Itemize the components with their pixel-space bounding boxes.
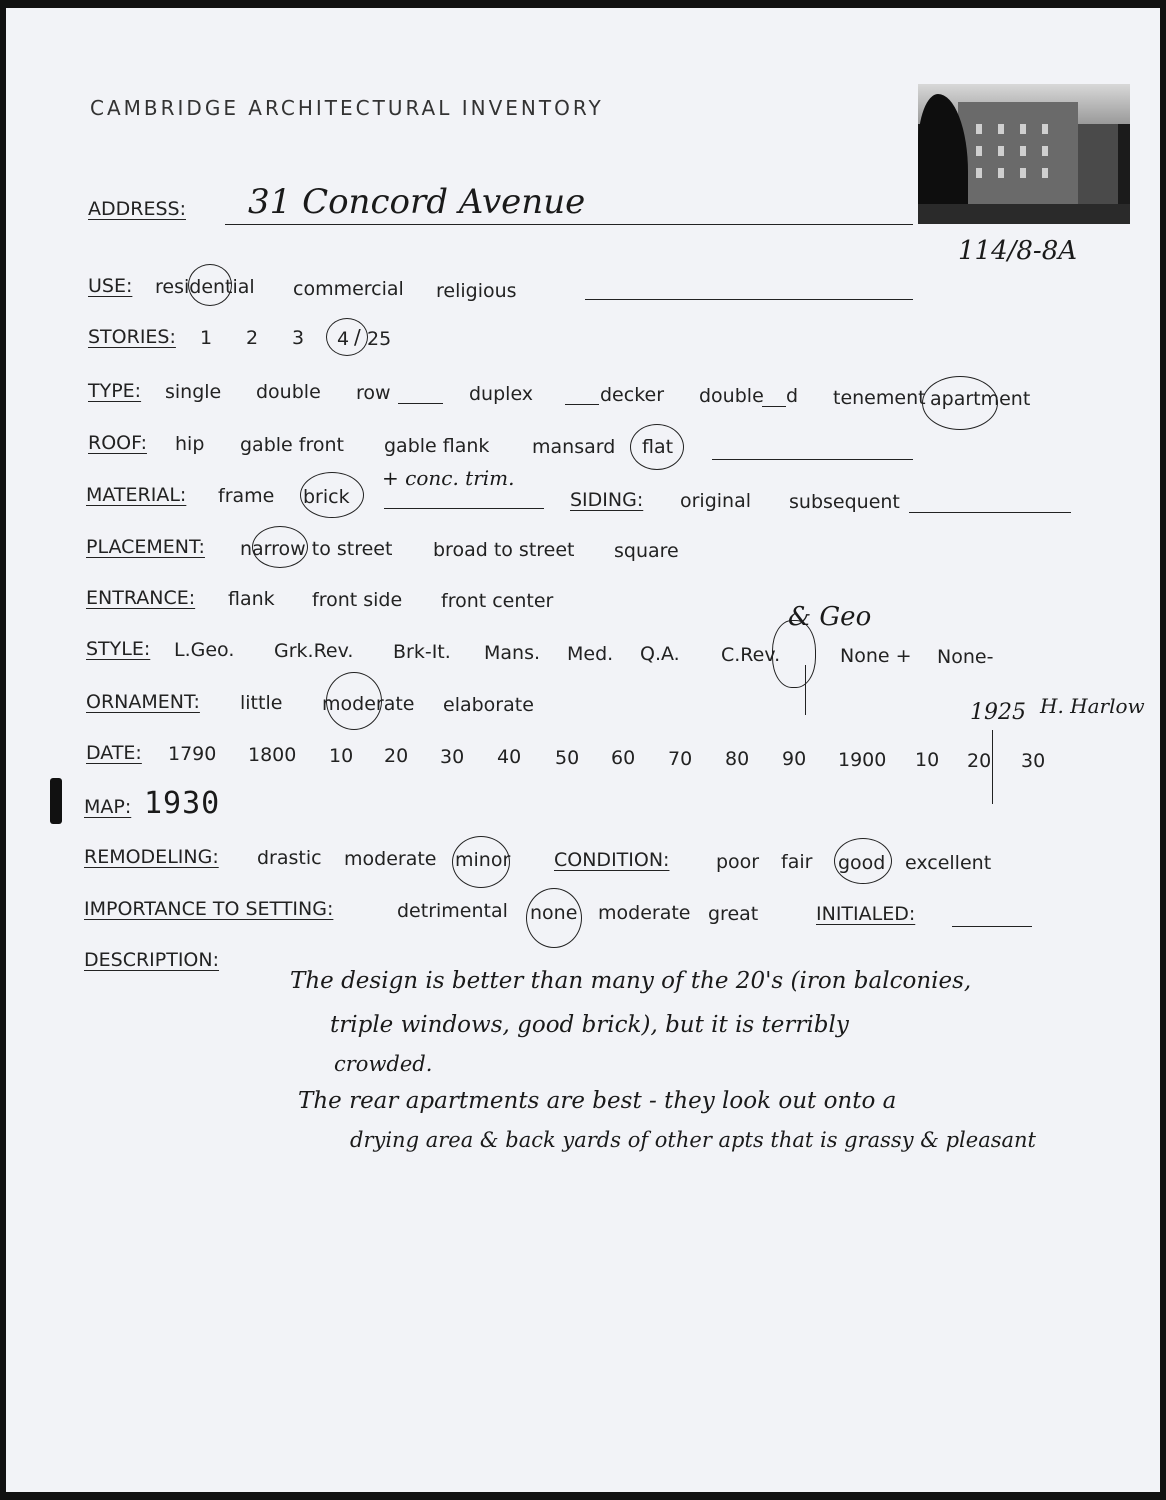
selection-circle xyxy=(252,526,308,568)
placement-option: broad to street xyxy=(433,539,575,561)
condition-label: CONDITION: xyxy=(554,849,670,871)
use-option: commercial xyxy=(293,278,404,300)
blank-line xyxy=(712,459,913,460)
type-option: tenement xyxy=(833,387,926,409)
date-option: 80 xyxy=(725,748,750,770)
selection-circle xyxy=(630,424,684,470)
roof-option: gable front xyxy=(240,434,344,456)
style-option: Brk-It. xyxy=(393,641,451,663)
selection-circle xyxy=(326,318,368,356)
scan-border-right xyxy=(1160,0,1166,1500)
pen-stroke xyxy=(805,665,806,715)
type-option: row xyxy=(356,382,391,404)
material-option: brick xyxy=(303,486,350,508)
date-option: 10 xyxy=(329,745,354,767)
placement-option: narrow to street xyxy=(240,538,393,560)
type-option: apartment xyxy=(930,388,1031,410)
blank-line xyxy=(762,406,786,407)
style-option: None- xyxy=(937,646,994,668)
material-note: + conc. trim. xyxy=(382,466,515,490)
ornament-option: elaborate xyxy=(443,694,534,716)
use-option: residential xyxy=(155,276,255,298)
placement-option: square xyxy=(614,540,679,562)
pen-stroke xyxy=(992,730,993,804)
style-option: Grk.Rev. xyxy=(274,640,354,662)
style-label: STYLE: xyxy=(86,638,151,660)
remodeling-option: drastic xyxy=(257,847,322,869)
date-note-architect: H. Harlow xyxy=(1040,694,1145,718)
roof-option: hip xyxy=(175,433,205,455)
date-label: DATE: xyxy=(86,742,142,764)
condition-option: good xyxy=(838,852,886,874)
remodeling-option: moderate xyxy=(344,848,437,870)
blank-line xyxy=(565,404,599,405)
map-value: 1930 xyxy=(144,786,221,821)
importance-label: IMPORTANCE TO SETTING: xyxy=(84,898,334,920)
ornament-label: ORNAMENT: xyxy=(86,691,200,713)
type-option: double xyxy=(256,381,321,403)
scan-border-left xyxy=(0,0,6,1500)
date-option: 1790 xyxy=(168,743,217,765)
selection-circle xyxy=(326,672,382,730)
description-line: triple windows, good brick), but it is terribly xyxy=(330,1012,849,1038)
building-photo-icon xyxy=(918,84,1130,224)
type-option: single xyxy=(165,381,222,403)
type-option: double xyxy=(699,385,764,407)
entrance-label: ENTRANCE: xyxy=(86,587,196,609)
initialed-label: INITIALED: xyxy=(816,903,916,925)
description-line: crowded. xyxy=(334,1052,433,1076)
roof-option: mansard xyxy=(532,436,616,458)
remodeling-label: REMODELING: xyxy=(84,846,219,868)
date-option: 1800 xyxy=(248,744,297,766)
map-label: MAP: xyxy=(84,796,132,818)
date-option: 1900 xyxy=(838,749,887,771)
material-option: frame xyxy=(218,485,275,507)
roof-label: ROOF: xyxy=(88,432,147,454)
date-option: 50 xyxy=(555,747,580,769)
style-option: C.Rev. xyxy=(721,644,781,666)
address-value: 31 Concord Avenue xyxy=(248,182,586,222)
address-line xyxy=(225,224,913,225)
selection-circle xyxy=(188,264,232,306)
date-option: 20 xyxy=(384,745,409,767)
entrance-option: flank xyxy=(228,588,275,610)
form-title: CAMBRIDGE ARCHITECTURAL INVENTORY xyxy=(90,96,604,120)
type-option: d xyxy=(786,385,799,407)
selection-circle xyxy=(922,376,998,430)
date-option: 60 xyxy=(611,747,636,769)
importance-option: moderate xyxy=(598,902,691,924)
importance-option: great xyxy=(708,903,759,925)
stories-slash: / xyxy=(354,325,361,349)
stories-option: 3 xyxy=(292,327,305,349)
description-label: DESCRIPTION: xyxy=(84,949,220,971)
style-option: Med. xyxy=(567,643,614,665)
selection-circle xyxy=(452,836,510,888)
address-label: ADDRESS: xyxy=(88,198,186,220)
roof-option: gable flank xyxy=(384,435,490,457)
stories-extra: 25 xyxy=(367,328,392,350)
condition-option: fair xyxy=(781,851,813,873)
material-label: MATERIAL: xyxy=(86,484,187,506)
stories-option: 4 xyxy=(337,328,350,350)
condition-option: excellent xyxy=(905,852,992,874)
importance-option: none xyxy=(530,902,578,924)
scan-mark xyxy=(50,778,62,824)
stories-label: STORIES: xyxy=(88,326,176,348)
remodeling-option: minor xyxy=(455,849,511,871)
placement-label: PLACEMENT: xyxy=(86,536,205,558)
importance-option: detrimental xyxy=(397,900,508,922)
use-option: religious xyxy=(436,280,517,302)
scan-border-bottom xyxy=(0,1492,1166,1500)
selection-circle xyxy=(300,472,364,518)
roof-option: flat xyxy=(642,436,674,458)
style-option: Q.A. xyxy=(640,643,680,665)
style-option: None + xyxy=(840,645,912,667)
ornament-option: little xyxy=(240,692,283,714)
type-option: decker xyxy=(600,384,665,406)
date-option: 40 xyxy=(497,746,522,768)
date-note-year: 1925 xyxy=(970,700,1026,725)
description-line: The design is better than many of the 20's (iron balconies, xyxy=(290,968,972,994)
description-line: The rear apartments are best - they look out onto a xyxy=(298,1088,897,1114)
parcel-number: 114/8-8A xyxy=(958,236,1078,266)
blank-line xyxy=(909,512,1071,513)
date-option: 20 xyxy=(967,750,992,772)
stories-option: 2 xyxy=(246,327,259,349)
siding-option: subsequent xyxy=(789,491,900,513)
selection-circle xyxy=(526,888,582,948)
date-option: 90 xyxy=(782,748,807,770)
scan-border-top xyxy=(0,0,1166,8)
date-option: 70 xyxy=(668,748,693,770)
style-option: L.Geo. xyxy=(174,639,235,661)
ornament-option: moderate xyxy=(322,693,415,715)
type-label: TYPE: xyxy=(88,380,142,402)
blank-line xyxy=(952,926,1032,927)
style-option: Mans. xyxy=(484,642,541,664)
type-option: duplex xyxy=(469,383,534,405)
date-option: 30 xyxy=(440,746,465,768)
entrance-option: front center xyxy=(441,590,554,612)
stories-option: 1 xyxy=(200,327,213,349)
description-line: drying area & back yards of other apts that is grassy & pleasant xyxy=(350,1128,1036,1152)
use-label: USE: xyxy=(88,275,133,297)
entrance-option: front side xyxy=(312,589,403,611)
blank-line xyxy=(384,508,544,509)
selection-circle xyxy=(834,838,892,884)
date-option: 10 xyxy=(915,749,940,771)
blank-line xyxy=(585,299,913,300)
siding-label: SIDING: xyxy=(570,489,644,511)
siding-option: original xyxy=(680,490,752,512)
blank-line xyxy=(398,403,443,404)
date-option: 30 xyxy=(1021,750,1046,772)
style-note: & Geo xyxy=(788,602,872,632)
condition-option: poor xyxy=(716,851,760,873)
